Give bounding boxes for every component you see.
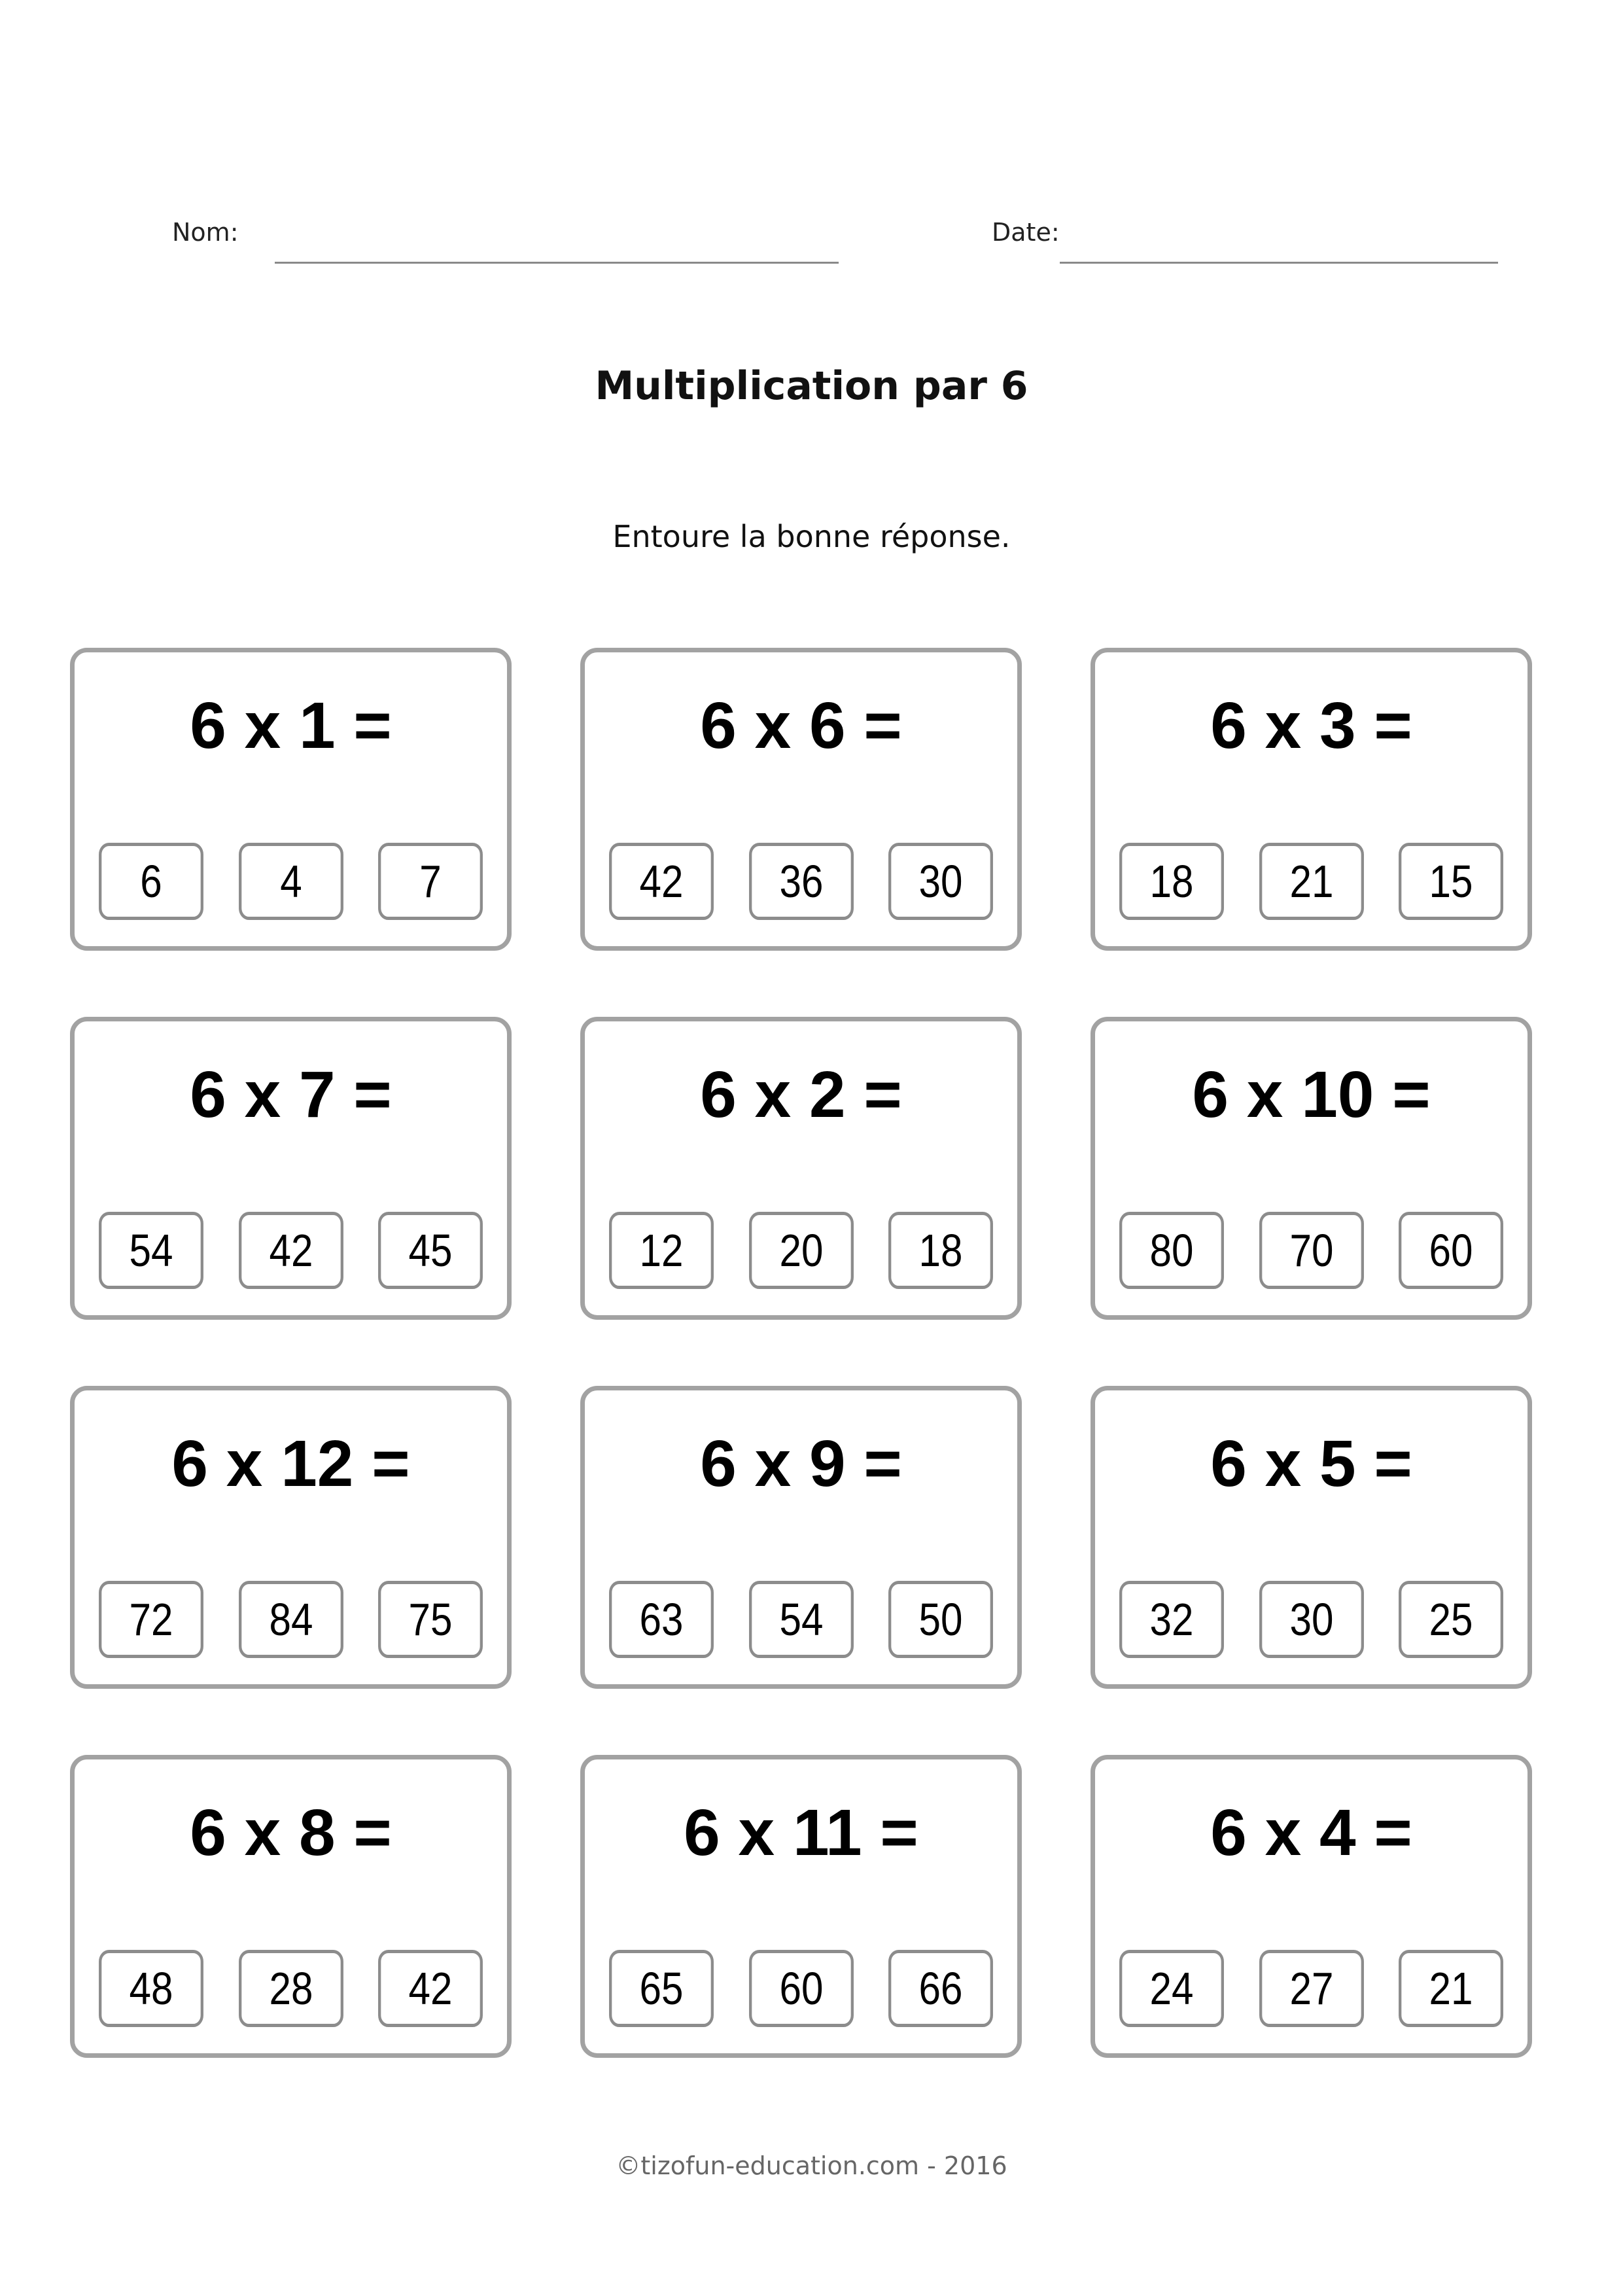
- answer-choices: [90, 843, 491, 920]
- answer-choice[interactable]: 7: [378, 843, 483, 920]
- answer-choice[interactable]: 30: [1259, 1581, 1364, 1658]
- answer-choice[interactable]: 60: [1399, 1212, 1503, 1289]
- exercise-card: [580, 1017, 1022, 1320]
- answer-choice[interactable]: 54: [99, 1212, 203, 1289]
- exercise-card: [70, 648, 512, 951]
- answer-choice[interactable]: 84: [239, 1581, 343, 1658]
- answer-choices: [1111, 843, 1512, 920]
- exercise-card: [1091, 1755, 1532, 2058]
- exercise-card: [1091, 648, 1532, 951]
- answer-choice[interactable]: 30: [888, 843, 993, 920]
- date-line[interactable]: [1060, 262, 1498, 264]
- exercise-card: [580, 1755, 1022, 2058]
- exercise-card: [70, 1017, 512, 1320]
- answer-choice[interactable]: 80: [1119, 1212, 1224, 1289]
- equation: 6 x 4 =: [1210, 1796, 1412, 1869]
- copyright-footer: ©tizofun-education.com - 2016: [616, 2151, 1007, 2180]
- answer-choice[interactable]: 21: [1259, 843, 1364, 920]
- answer-choice[interactable]: 6: [99, 843, 203, 920]
- answer-choice[interactable]: 36: [749, 843, 854, 920]
- answer-choice[interactable]: 65: [609, 1950, 714, 2027]
- equation: 6 x 9 =: [700, 1427, 902, 1500]
- answer-choice[interactable]: 60: [749, 1950, 854, 2027]
- answer-choice[interactable]: 4: [239, 843, 343, 920]
- answer-choice[interactable]: 54: [749, 1581, 854, 1658]
- equation: 6 x 1 =: [190, 689, 392, 762]
- page-title: Multiplication par 6: [595, 363, 1028, 409]
- exercise-card: [70, 1386, 512, 1689]
- answer-choices: [90, 1581, 491, 1658]
- answer-choice[interactable]: 18: [1119, 843, 1224, 920]
- answer-choices: [1111, 1950, 1512, 2027]
- equation: 6 x 8 =: [190, 1796, 392, 1869]
- answer-choice[interactable]: 32: [1119, 1581, 1224, 1658]
- answer-choice[interactable]: 18: [888, 1212, 993, 1289]
- instruction-text: Entoure la bonne réponse.: [612, 519, 1011, 554]
- answer-choice[interactable]: 50: [888, 1581, 993, 1658]
- exercise-card: [1091, 1017, 1532, 1320]
- answer-choices: [1111, 1212, 1512, 1289]
- exercise-grid: [70, 648, 1532, 2058]
- exercise-card: [70, 1755, 512, 2058]
- answer-choices: [90, 1212, 491, 1289]
- equation: 6 x 5 =: [1210, 1427, 1412, 1500]
- answer-choice[interactable]: 72: [99, 1581, 203, 1658]
- equation: 6 x 12 =: [171, 1427, 410, 1500]
- answer-choice[interactable]: 21: [1399, 1950, 1503, 2027]
- name-line[interactable]: [275, 262, 839, 264]
- answer-choice[interactable]: 66: [888, 1950, 993, 2027]
- answer-choices: [601, 843, 1002, 920]
- answer-choice[interactable]: 42: [239, 1212, 343, 1289]
- answer-choices: [1111, 1581, 1512, 1658]
- answer-choice[interactable]: 24: [1119, 1950, 1224, 2027]
- answer-choice[interactable]: 45: [378, 1212, 483, 1289]
- date-label: Date:: [992, 218, 1060, 247]
- answer-choice[interactable]: 28: [239, 1950, 343, 2027]
- answer-choice[interactable]: 42: [609, 843, 714, 920]
- answer-choice[interactable]: 70: [1259, 1212, 1364, 1289]
- answer-choices: [90, 1950, 491, 2027]
- name-label: Nom:: [172, 218, 239, 247]
- answer-choice[interactable]: 15: [1399, 843, 1503, 920]
- answer-choice[interactable]: 48: [99, 1950, 203, 2027]
- answer-choice[interactable]: 75: [378, 1581, 483, 1658]
- equation: 6 x 6 =: [700, 689, 902, 762]
- equation: 6 x 11 =: [684, 1796, 918, 1869]
- equation: 6 x 7 =: [190, 1058, 392, 1131]
- answer-choice[interactable]: 20: [749, 1212, 854, 1289]
- exercise-card: [580, 648, 1022, 951]
- answer-choice[interactable]: 42: [378, 1950, 483, 2027]
- answer-choices: [601, 1950, 1002, 2027]
- answer-choices: [601, 1581, 1002, 1658]
- exercise-card: [1091, 1386, 1532, 1689]
- answer-choice[interactable]: 25: [1399, 1581, 1503, 1658]
- equation: 6 x 3 =: [1210, 689, 1412, 762]
- exercise-card: [580, 1386, 1022, 1689]
- answer-choice[interactable]: 12: [609, 1212, 714, 1289]
- equation: 6 x 2 =: [700, 1058, 902, 1131]
- answer-choices: [601, 1212, 1002, 1289]
- answer-choice[interactable]: 63: [609, 1581, 714, 1658]
- answer-choice[interactable]: 27: [1259, 1950, 1364, 2027]
- equation: 6 x 10 =: [1192, 1058, 1431, 1131]
